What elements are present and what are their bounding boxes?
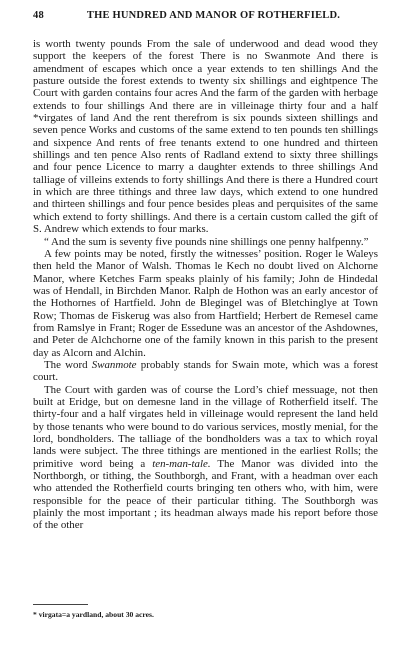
swanmote-term: Swanmote: [91, 358, 137, 371]
paragraph-swanmote: [33, 359, 378, 384]
running-head: [33, 10, 378, 24]
paragraph-swanmote-text-end: probably stands for Swain mote, which was a forest court.: [33, 358, 378, 384]
paragraph-swanmote-text-start: The word: [44, 358, 92, 371]
paragraph-court-text-end: The Manor was divided into the Northborgh, or tithing, the Southborgh, and Frant, with a headman over each who attended the Rotherfield courts bringing ten others who, with him, were responsible for the peace of their particular tithing. The Southborgh was plainly the most important ; its headman always made his report before those of the other: [33, 457, 378, 532]
paragraph-court-text-start: The Court with garden was of course the Lord’s chief messuage, not then built at Eridge, but on demesne land in the village of Rotherfield itself. The thirty-four and a half virgates held in villeinage would represent the land held by those tenants who were bound to do various services, mostly menial, for the lord, bondholders. The talliage of the bondholders was a tax to which royal lands were subject. The three tithings are mentioned in the earliest Rolls; the primitive word being a: [33, 383, 378, 470]
paragraph-sum: “ And the sum is seventy five pounds nine shillings one penny halfpenny.”: [44, 235, 369, 248]
paragraph-charter-extent: is worth twenty pounds From the sale of underwood and dead wood they support the keepers of the forest There is no Swanmote And there is amendment of escapes which once a year extends to ten shillings And the pasture outside the forest extends to twenty six shillings and eightpence The Court with garden contains four acres And the farm of the garden with herbage extends to four shillings And there are in villeinage thirty four and a half *virgates of land And the rent therefrom is six pounds sixteen shillings and seven pence Works and customs of the same extend to ten pounds ten shillings and sixpence And rents of free tenants extend to one hundred and thirteen shillings and ten pence Also rents of Radland extend to sixty three shillings and four pence Licence to marry a daughter extends to three shillings And talliage of villeins extends to forty shillings And there is there a Hundred court in which are three tithings and three law days, which extend to one hundred and thirteen shillings and four pence besides pleas and perquisites of the same which extend to forty shillings. And there is a certain custom called the gift of S. Andrew which extends to four marks.: [33, 38, 378, 236]
ten-man-tale-term: ten-man-tale.: [152, 457, 211, 470]
paragraph-court-garden: [33, 384, 378, 532]
body-text: [33, 38, 378, 532]
footnote-divider: [33, 604, 88, 605]
paragraph-witnesses: A few points may be noted, firstly the witnesses’ position. Roger le Waleys then held the Manor of Walsh. Thomas le Kech no doubt lived on Alchorne Manor, where Ketches Farm speaks plainly of his family; John de Hindedal was of Hendall, in Birchden Manor. Ralph de Hothon was an early ancestor of the Hothornes of Hartfield. John de Blegingel was of Bletchinglye at Town Row; Thomas de Fiskerug was also from Hartfield; Herbert de Remesel came from Ramslye in Frant; Roger de Essedune was an ancestor of the Ashdownes, and Peter de Alchchorne one of the family known in this parish to the present day as Alcorn and Alchin.: [33, 247, 378, 359]
running-title: THE HUNDRED AND MANOR OF ROTHERFIELD.: [86, 10, 341, 21]
page-number: 48: [33, 10, 44, 21]
footnote: * virgata=a yardland, about 30 acres.: [33, 610, 154, 619]
